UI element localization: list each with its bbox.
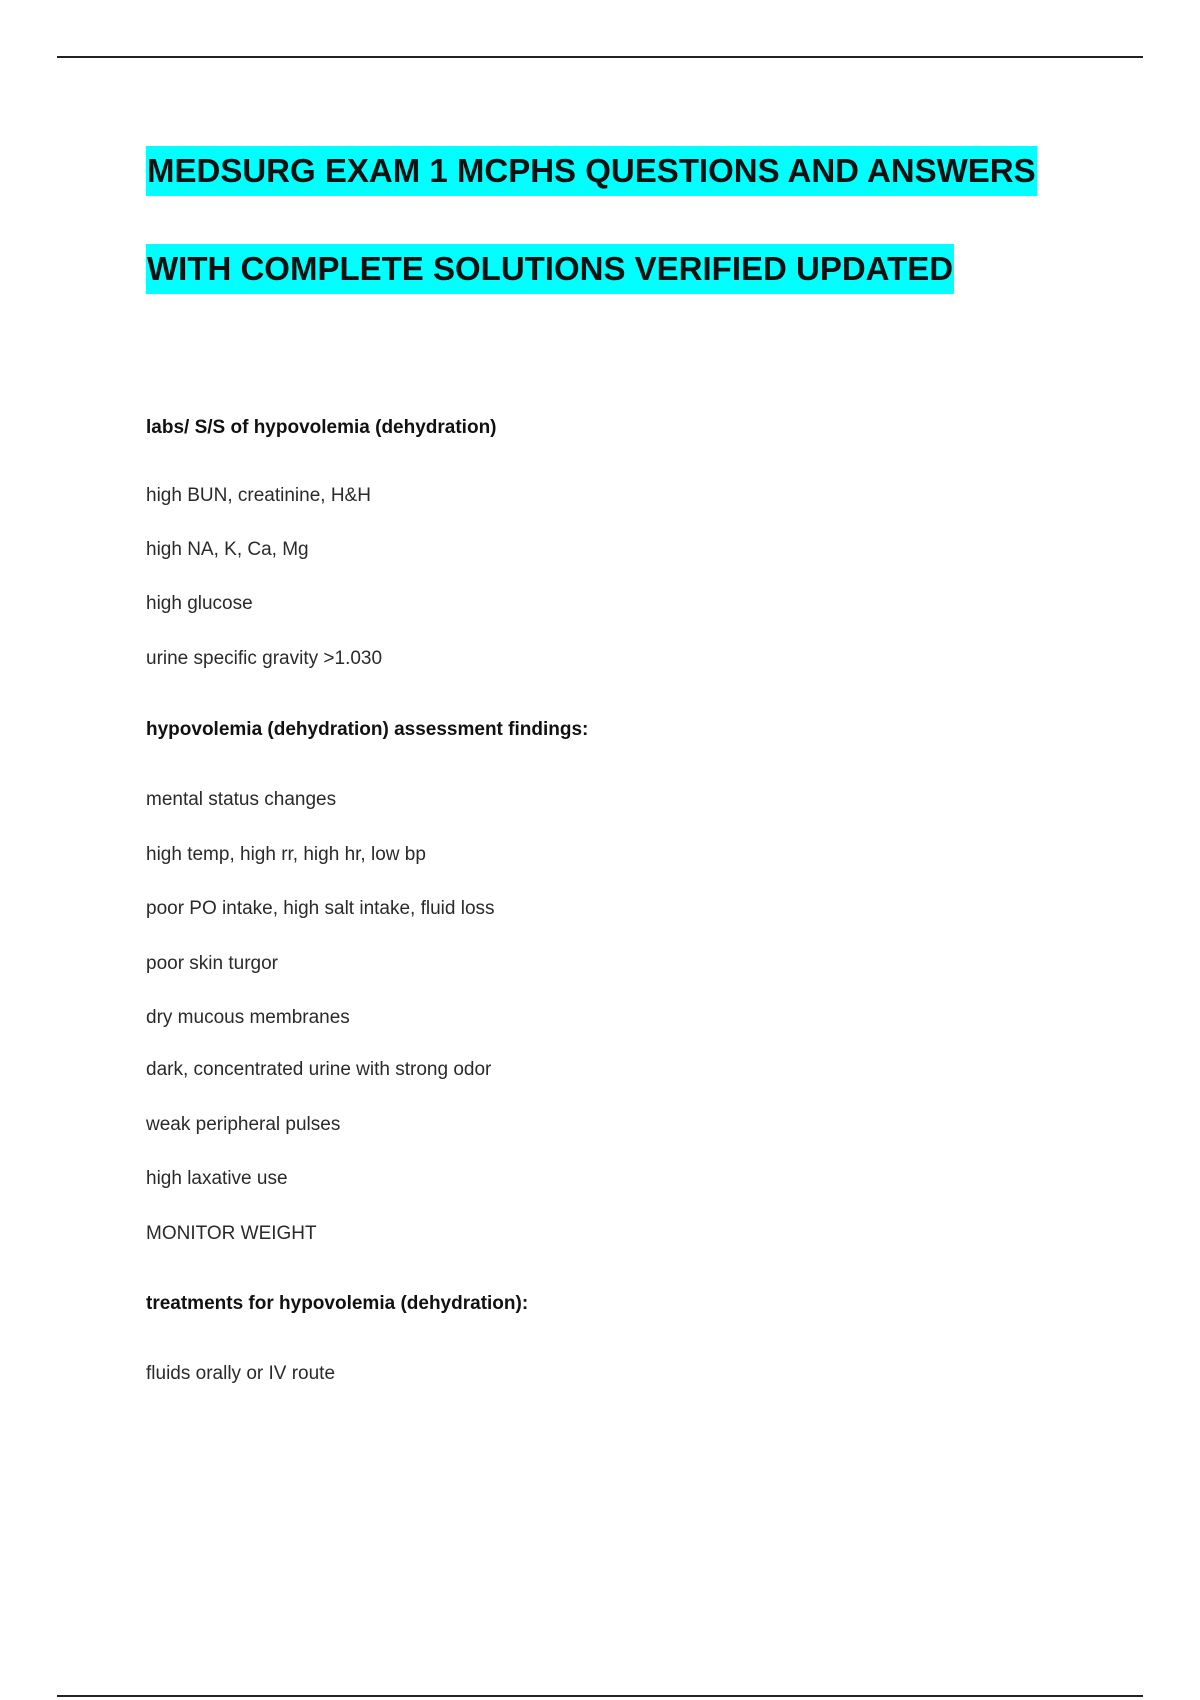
section-heading-assessment: hypovolemia (dehydration) assessment findings: [146,719,589,740]
list-item: high NA, K, Ca, Mg [146,539,309,560]
list-item: high laxative use [146,1168,288,1189]
list-item: high BUN, creatinine, H&H [146,485,371,506]
section-heading-treatments: treatments for hypovolemia (dehydration): [146,1293,529,1314]
list-item: mental status changes [146,789,337,810]
list-item: high temp, high rr, high hr, low bp [146,844,426,865]
list-item: dry mucous membranes [146,1007,350,1028]
list-item: high glucose [146,593,253,614]
section-heading-labs: labs/ S/S of hypovolemia (dehydration) [146,417,497,438]
list-item: poor skin turgor [146,953,279,974]
document-title-line-2: WITH COMPLETE SOLUTIONS VERIFIED UPDATED [146,244,954,294]
list-item: poor PO intake, high salt intake, fluid loss [146,898,495,919]
list-item: fluids orally or IV route [146,1363,336,1384]
list-item: weak peripheral pulses [146,1114,341,1135]
document-title-line-1: MEDSURG EXAM 1 MCPHS QUESTIONS AND ANSWERS [146,146,1037,196]
list-item: urine specific gravity >1.030 [146,648,383,669]
list-item: MONITOR WEIGHT [146,1223,317,1244]
list-item: dark, concentrated urine with strong odor [146,1059,492,1080]
header-rule [57,56,1143,58]
footer-rule [57,1695,1143,1697]
